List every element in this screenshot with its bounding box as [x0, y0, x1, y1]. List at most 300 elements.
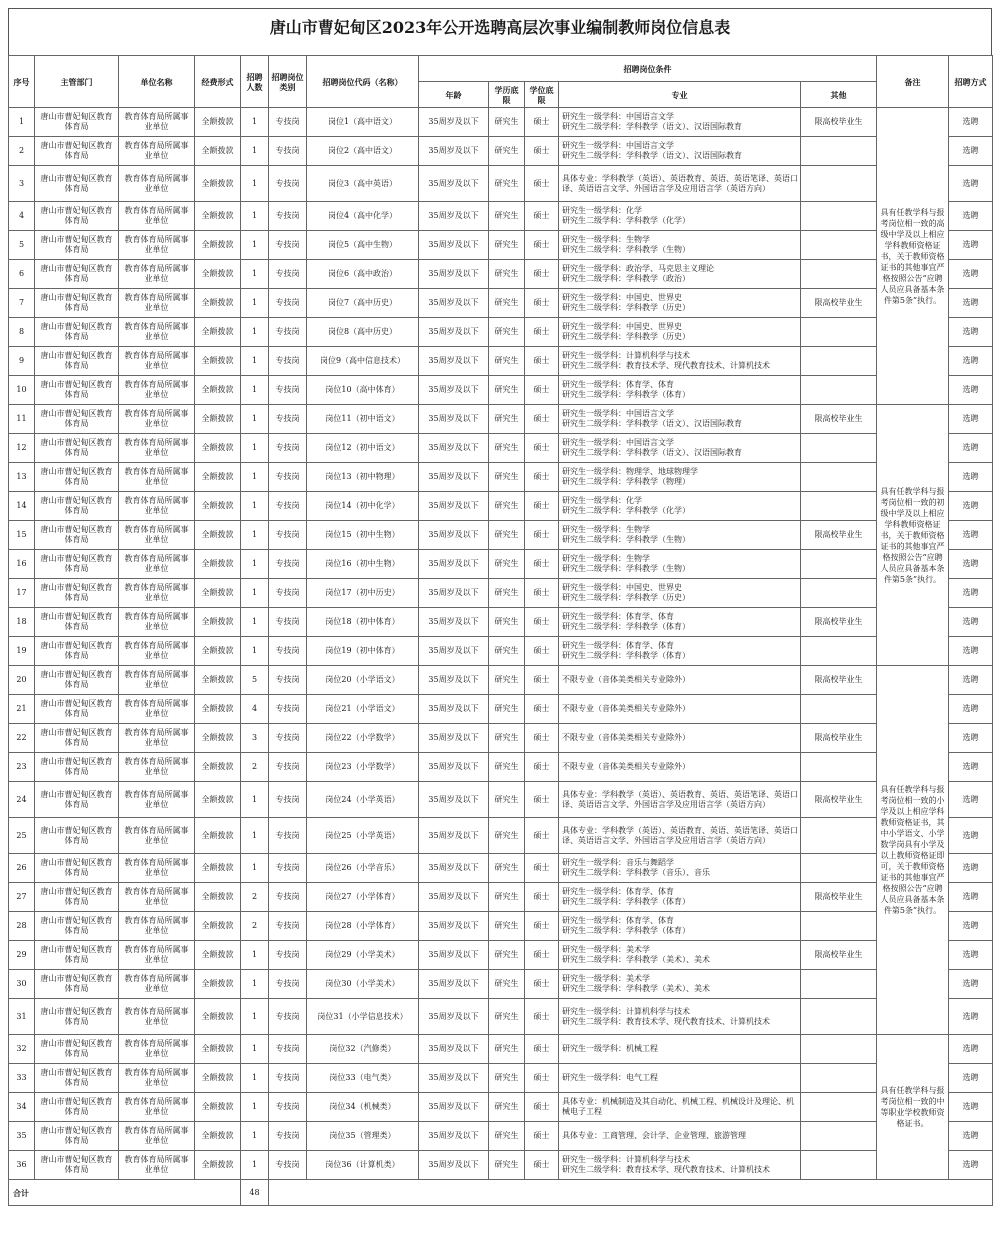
cell-funding: 全额拨款 [195, 166, 241, 202]
cell-funding: 全额拨款 [195, 108, 241, 137]
cell-unit: 教育体育局所属事业单位 [119, 854, 195, 883]
table-row [9, 724, 993, 753]
cell-major: 具体专业：学科教学（英语）、英语教育、英语、英语笔译、英语口译、英语语言文学、外国语言学及应用语言学（英语方向） [559, 166, 801, 202]
cell-method: 选聘 [949, 434, 993, 463]
positions-table [8, 55, 993, 1206]
cell-unit: 教育体育局所属事业单位 [119, 289, 195, 318]
cell-method: 选聘 [949, 463, 993, 492]
cell-funding: 全额拨款 [195, 579, 241, 608]
cell-type: 专技岗 [269, 1122, 307, 1151]
cell-count: 1 [241, 231, 269, 260]
cell-major: 不限专业（音体美类相关专业除外） [559, 724, 801, 753]
cell-degree: 硕士 [525, 521, 559, 550]
cell-age: 35周岁及以下 [419, 782, 489, 818]
cell-edu: 研究生 [489, 1122, 525, 1151]
cell-remark: 具有任教学科与报考岗位相一致的高级中学及以上相应学科教师资格证书，关于教师资格证书的其他事宜严格按照公告“应聘人员应具备基本条件第5条”执行。 [877, 108, 949, 405]
cell-age: 35周岁及以下 [419, 666, 489, 695]
cell-major: 研究生一级学科：机械工程 [559, 1035, 801, 1064]
cell-age: 35周岁及以下 [419, 753, 489, 782]
cell-degree: 硕士 [525, 1122, 559, 1151]
header-method: 招聘方式 [949, 56, 993, 108]
cell-code: 岗位33（电气类） [307, 1064, 419, 1093]
cell-dept: 唐山市曹妃甸区教育体育局 [35, 579, 119, 608]
cell-code: 岗位5（高中生物） [307, 231, 419, 260]
cell-other [801, 999, 877, 1035]
cell-seq: 24 [9, 782, 35, 818]
cell-dept: 唐山市曹妃甸区教育体育局 [35, 724, 119, 753]
header-funding: 经费形式 [195, 56, 241, 108]
cell-other: 限高校毕业生 [801, 289, 877, 318]
cell-count: 1 [241, 260, 269, 289]
cell-type: 专技岗 [269, 854, 307, 883]
cell-dept: 唐山市曹妃甸区教育体育局 [35, 818, 119, 854]
cell-code: 岗位18（初中体育） [307, 608, 419, 637]
cell-major: 具体专业：学科教学（英语）、英语教育、英语、英语笔译、英语口译、英语语言文学、外国语言学及应用语言学（英语方向） [559, 782, 801, 818]
header-age: 年龄 [419, 82, 489, 108]
cell-type: 专技岗 [269, 782, 307, 818]
table-row [9, 434, 993, 463]
cell-type: 专技岗 [269, 318, 307, 347]
cell-dept: 唐山市曹妃甸区教育体育局 [35, 782, 119, 818]
total-label: 合计 [9, 1180, 241, 1206]
cell-funding: 全额拨款 [195, 941, 241, 970]
cell-unit: 教育体育局所属事业单位 [119, 376, 195, 405]
cell-remark: 具有任教学科与报考岗位相一致的中等职业学校教师资格证书。 [877, 1035, 949, 1180]
cell-dept: 唐山市曹妃甸区教育体育局 [35, 912, 119, 941]
cell-major: 研究生一级学科：中国史、世界史 研究生二级学科：学科教学（历史） [559, 289, 801, 318]
cell-code: 岗位27（小学体育） [307, 883, 419, 912]
cell-edu: 研究生 [489, 289, 525, 318]
cell-other: 限高校毕业生 [801, 666, 877, 695]
cell-count: 1 [241, 202, 269, 231]
cell-unit: 教育体育局所属事业单位 [119, 1035, 195, 1064]
cell-age: 35周岁及以下 [419, 941, 489, 970]
cell-seq: 4 [9, 202, 35, 231]
cell-degree: 硕士 [525, 818, 559, 854]
cell-seq: 29 [9, 941, 35, 970]
cell-count: 1 [241, 289, 269, 318]
cell-degree: 硕士 [525, 782, 559, 818]
cell-edu: 研究生 [489, 883, 525, 912]
cell-seq: 7 [9, 289, 35, 318]
cell-unit: 教育体育局所属事业单位 [119, 1122, 195, 1151]
table-row [9, 818, 993, 854]
cell-major: 研究生一级学科：体育学、体育 研究生二级学科：学科教学（体育） [559, 637, 801, 666]
cell-method: 选聘 [949, 1151, 993, 1180]
cell-other [801, 695, 877, 724]
table-row [9, 1151, 993, 1180]
header-code: 招聘岗位代码（名称） [307, 56, 419, 108]
cell-type: 专技岗 [269, 912, 307, 941]
cell-method: 选聘 [949, 231, 993, 260]
cell-other [801, 753, 877, 782]
cell-dept: 唐山市曹妃甸区教育体育局 [35, 695, 119, 724]
cell-age: 35周岁及以下 [419, 289, 489, 318]
cell-type: 专技岗 [269, 666, 307, 695]
cell-seq: 16 [9, 550, 35, 579]
cell-type: 专技岗 [269, 637, 307, 666]
cell-age: 35周岁及以下 [419, 550, 489, 579]
cell-code: 岗位35（管理类） [307, 1122, 419, 1151]
cell-edu: 研究生 [489, 1064, 525, 1093]
cell-dept: 唐山市曹妃甸区教育体育局 [35, 108, 119, 137]
cell-seq: 17 [9, 579, 35, 608]
cell-type: 专技岗 [269, 1151, 307, 1180]
cell-count: 1 [241, 579, 269, 608]
cell-method: 选聘 [949, 666, 993, 695]
cell-edu: 研究生 [489, 782, 525, 818]
cell-funding: 全额拨款 [195, 1122, 241, 1151]
table-row [9, 1122, 993, 1151]
table-row [9, 854, 993, 883]
cell-dept: 唐山市曹妃甸区教育体育局 [35, 637, 119, 666]
cell-age: 35周岁及以下 [419, 318, 489, 347]
cell-other [801, 202, 877, 231]
cell-dept: 唐山市曹妃甸区教育体育局 [35, 970, 119, 999]
cell-code: 岗位8（高中历史） [307, 318, 419, 347]
table-row [9, 318, 993, 347]
cell-other: 限高校毕业生 [801, 941, 877, 970]
cell-method: 选聘 [949, 782, 993, 818]
cell-unit: 教育体育局所属事业单位 [119, 695, 195, 724]
cell-funding: 全额拨款 [195, 1093, 241, 1122]
cell-degree: 硕士 [525, 854, 559, 883]
cell-seq: 12 [9, 434, 35, 463]
cell-age: 35周岁及以下 [419, 202, 489, 231]
cell-method: 选聘 [949, 1093, 993, 1122]
cell-age: 35周岁及以下 [419, 695, 489, 724]
cell-other [801, 166, 877, 202]
cell-funding: 全额拨款 [195, 405, 241, 434]
table-footer [9, 1180, 993, 1206]
cell-code: 岗位24（小学英语） [307, 782, 419, 818]
cell-code: 岗位31（小学信息技术） [307, 999, 419, 1035]
cell-type: 专技岗 [269, 753, 307, 782]
cell-age: 35周岁及以下 [419, 347, 489, 376]
cell-age: 35周岁及以下 [419, 608, 489, 637]
cell-dept: 唐山市曹妃甸区教育体育局 [35, 1064, 119, 1093]
table-row [9, 941, 993, 970]
cell-seq: 23 [9, 753, 35, 782]
cell-dept: 唐山市曹妃甸区教育体育局 [35, 260, 119, 289]
cell-unit: 教育体育局所属事业单位 [119, 637, 195, 666]
cell-type: 专技岗 [269, 492, 307, 521]
cell-code: 岗位14（初中化学） [307, 492, 419, 521]
header-degree: 学位底限 [525, 82, 559, 108]
cell-method: 选聘 [949, 637, 993, 666]
cell-edu: 研究生 [489, 695, 525, 724]
cell-count: 1 [241, 376, 269, 405]
cell-other: 限高校毕业生 [801, 724, 877, 753]
cell-count: 1 [241, 108, 269, 137]
cell-count: 1 [241, 1064, 269, 1093]
cell-method: 选聘 [949, 405, 993, 434]
cell-code: 岗位23（小学数学） [307, 753, 419, 782]
cell-method: 选聘 [949, 166, 993, 202]
cell-method: 选聘 [949, 818, 993, 854]
cell-method: 选聘 [949, 1035, 993, 1064]
cell-code: 岗位7（高中历史） [307, 289, 419, 318]
table-row [9, 1035, 993, 1064]
cell-other [801, 579, 877, 608]
cell-funding: 全额拨款 [195, 818, 241, 854]
cell-major: 研究生一级学科：生物学 研究生二级学科：学科教学（生物） [559, 231, 801, 260]
cell-funding: 全额拨款 [195, 1064, 241, 1093]
cell-degree: 硕士 [525, 492, 559, 521]
cell-age: 35周岁及以下 [419, 1035, 489, 1064]
cell-major: 研究生一级学科：化学 研究生二级学科：学科教学（化学） [559, 202, 801, 231]
cell-code: 岗位15（初中生物） [307, 521, 419, 550]
cell-funding: 全额拨款 [195, 666, 241, 695]
cell-degree: 硕士 [525, 1093, 559, 1122]
cell-edu: 研究生 [489, 492, 525, 521]
header-type: 招聘岗位类别 [269, 56, 307, 108]
cell-edu: 研究生 [489, 376, 525, 405]
cell-seq: 25 [9, 818, 35, 854]
cell-other [801, 1064, 877, 1093]
cell-unit: 教育体育局所属事业单位 [119, 231, 195, 260]
cell-funding: 全额拨款 [195, 521, 241, 550]
cell-count: 2 [241, 883, 269, 912]
cell-other [801, 970, 877, 999]
cell-count: 1 [241, 608, 269, 637]
table-row [9, 666, 993, 695]
cell-type: 专技岗 [269, 289, 307, 318]
page-title: 唐山市曹妃甸区2023年公开选聘高层次事业编制教师岗位信息表 [8, 8, 992, 47]
cell-method: 选聘 [949, 492, 993, 521]
cell-type: 专技岗 [269, 231, 307, 260]
cell-edu: 研究生 [489, 108, 525, 137]
cell-degree: 硕士 [525, 695, 559, 724]
cell-other [801, 1151, 877, 1180]
header-unit: 单位名称 [119, 56, 195, 108]
cell-seq: 21 [9, 695, 35, 724]
cell-code: 岗位25（小学英语） [307, 818, 419, 854]
cell-degree: 硕士 [525, 941, 559, 970]
table-row [9, 260, 993, 289]
cell-major: 研究生一级学科：化学 研究生二级学科：学科教学（化学） [559, 492, 801, 521]
cell-unit: 教育体育局所属事业单位 [119, 579, 195, 608]
cell-method: 选聘 [949, 318, 993, 347]
cell-funding: 全额拨款 [195, 260, 241, 289]
cell-method: 选聘 [949, 260, 993, 289]
cell-seq: 31 [9, 999, 35, 1035]
cell-unit: 教育体育局所属事业单位 [119, 666, 195, 695]
cell-other [801, 818, 877, 854]
cell-funding: 全额拨款 [195, 492, 241, 521]
cell-age: 35周岁及以下 [419, 231, 489, 260]
cell-code: 岗位9（高中信息技术） [307, 347, 419, 376]
cell-age: 35周岁及以下 [419, 1151, 489, 1180]
cell-count: 1 [241, 1122, 269, 1151]
cell-funding: 全额拨款 [195, 289, 241, 318]
cell-other [801, 637, 877, 666]
cell-age: 35周岁及以下 [419, 1122, 489, 1151]
cell-funding: 全额拨款 [195, 782, 241, 818]
cell-age: 35周岁及以下 [419, 818, 489, 854]
cell-seq: 15 [9, 521, 35, 550]
cell-seq: 32 [9, 1035, 35, 1064]
cell-unit: 教育体育局所属事业单位 [119, 260, 195, 289]
cell-dept: 唐山市曹妃甸区教育体育局 [35, 202, 119, 231]
cell-dept: 唐山市曹妃甸区教育体育局 [35, 666, 119, 695]
cell-method: 选聘 [949, 608, 993, 637]
header-dept: 主管部门 [35, 56, 119, 108]
cell-seq: 6 [9, 260, 35, 289]
cell-type: 专技岗 [269, 166, 307, 202]
cell-edu: 研究生 [489, 912, 525, 941]
cell-funding: 全额拨款 [195, 463, 241, 492]
cell-method: 选聘 [949, 521, 993, 550]
cell-code: 岗位30（小学美术） [307, 970, 419, 999]
cell-count: 1 [241, 405, 269, 434]
cell-edu: 研究生 [489, 202, 525, 231]
cell-type: 专技岗 [269, 434, 307, 463]
cell-type: 专技岗 [269, 579, 307, 608]
cell-edu: 研究生 [489, 1035, 525, 1064]
cell-dept: 唐山市曹妃甸区教育体育局 [35, 231, 119, 260]
table-row [9, 912, 993, 941]
cell-other: 限高校毕业生 [801, 608, 877, 637]
cell-seq: 14 [9, 492, 35, 521]
cell-age: 35周岁及以下 [419, 579, 489, 608]
cell-dept: 唐山市曹妃甸区教育体育局 [35, 463, 119, 492]
cell-funding: 全额拨款 [195, 883, 241, 912]
cell-edu: 研究生 [489, 166, 525, 202]
cell-edu: 研究生 [489, 405, 525, 434]
cell-dept: 唐山市曹妃甸区教育体育局 [35, 1035, 119, 1064]
table-row [9, 608, 993, 637]
cell-edu: 研究生 [489, 521, 525, 550]
cell-type: 专技岗 [269, 260, 307, 289]
cell-funding: 全额拨款 [195, 550, 241, 579]
cell-count: 4 [241, 695, 269, 724]
cell-type: 专技岗 [269, 137, 307, 166]
cell-unit: 教育体育局所属事业单位 [119, 724, 195, 753]
cell-age: 35周岁及以下 [419, 137, 489, 166]
cell-funding: 全额拨款 [195, 202, 241, 231]
cell-seq: 8 [9, 318, 35, 347]
cell-major: 具体专业：学科教学（英语）、英语教育、英语、英语笔译、英语口译、英语语言文学、外国语言学及应用语言学（英语方向） [559, 818, 801, 854]
cell-dept: 唐山市曹妃甸区教育体育局 [35, 1093, 119, 1122]
cell-dept: 唐山市曹妃甸区教育体育局 [35, 318, 119, 347]
cell-unit: 教育体育局所属事业单位 [119, 166, 195, 202]
cell-degree: 硕士 [525, 883, 559, 912]
cell-count: 1 [241, 550, 269, 579]
cell-funding: 全额拨款 [195, 1151, 241, 1180]
cell-seq: 5 [9, 231, 35, 260]
cell-major: 不限专业（音体美类相关专业除外） [559, 753, 801, 782]
cell-edu: 研究生 [489, 463, 525, 492]
cell-degree: 硕士 [525, 550, 559, 579]
cell-count: 1 [241, 492, 269, 521]
cell-unit: 教育体育局所属事业单位 [119, 753, 195, 782]
table-row [9, 137, 993, 166]
table-header [9, 56, 993, 108]
cell-code: 岗位21（小学语文） [307, 695, 419, 724]
cell-edu: 研究生 [489, 137, 525, 166]
cell-other [801, 318, 877, 347]
total-blank [269, 1180, 993, 1206]
cell-major: 研究生一级学科：计算机科学与技术 研究生二级学科：教育技术学、现代教育技术、计算机技术 [559, 1151, 801, 1180]
cell-major: 研究生一级学科：美术学 研究生二级学科：学科教学（美术）、美术 [559, 941, 801, 970]
cell-count: 1 [241, 521, 269, 550]
cell-code: 岗位36（计算机类） [307, 1151, 419, 1180]
cell-edu: 研究生 [489, 608, 525, 637]
cell-unit: 教育体育局所属事业单位 [119, 463, 195, 492]
cell-degree: 硕士 [525, 999, 559, 1035]
cell-unit: 教育体育局所属事业单位 [119, 521, 195, 550]
cell-method: 选聘 [949, 1064, 993, 1093]
cell-type: 专技岗 [269, 376, 307, 405]
cell-major: 研究生一级学科：美术学 研究生二级学科：学科教学（美术）、美术 [559, 970, 801, 999]
table-row [9, 1064, 993, 1093]
cell-code: 岗位13（初中物理） [307, 463, 419, 492]
cell-count: 1 [241, 818, 269, 854]
cell-edu: 研究生 [489, 818, 525, 854]
cell-code: 岗位1（高中语文） [307, 108, 419, 137]
cell-degree: 硕士 [525, 108, 559, 137]
cell-edu: 研究生 [489, 260, 525, 289]
cell-other [801, 1035, 877, 1064]
cell-degree: 硕士 [525, 912, 559, 941]
cell-type: 专技岗 [269, 405, 307, 434]
cell-unit: 教育体育局所属事业单位 [119, 818, 195, 854]
cell-seq: 19 [9, 637, 35, 666]
table-row [9, 1093, 993, 1122]
cell-seq: 33 [9, 1064, 35, 1093]
cell-count: 1 [241, 782, 269, 818]
cell-method: 选聘 [949, 550, 993, 579]
cell-dept: 唐山市曹妃甸区教育体育局 [35, 166, 119, 202]
cell-method: 选聘 [949, 202, 993, 231]
cell-dept: 唐山市曹妃甸区教育体育局 [35, 883, 119, 912]
cell-dept: 唐山市曹妃甸区教育体育局 [35, 405, 119, 434]
cell-type: 专技岗 [269, 108, 307, 137]
cell-dept: 唐山市曹妃甸区教育体育局 [35, 854, 119, 883]
cell-seq: 22 [9, 724, 35, 753]
cell-major: 研究生一级学科：生物学 研究生二级学科：学科教学（生物） [559, 521, 801, 550]
cell-seq: 30 [9, 970, 35, 999]
table-row [9, 999, 993, 1035]
cell-funding: 全额拨款 [195, 137, 241, 166]
cell-code: 岗位6（高中政治） [307, 260, 419, 289]
cell-degree: 硕士 [525, 376, 559, 405]
table-body [9, 108, 993, 1180]
cell-age: 35周岁及以下 [419, 637, 489, 666]
cell-edu: 研究生 [489, 434, 525, 463]
table-row [9, 550, 993, 579]
cell-code: 岗位12（初中语文） [307, 434, 419, 463]
cell-major: 研究生一级学科：体育学、体育 研究生二级学科：学科教学（体育） [559, 912, 801, 941]
cell-edu: 研究生 [489, 999, 525, 1035]
cell-dept: 唐山市曹妃甸区教育体育局 [35, 608, 119, 637]
cell-degree: 硕士 [525, 202, 559, 231]
cell-degree: 硕士 [525, 463, 559, 492]
cell-code: 岗位4（高中化学） [307, 202, 419, 231]
table-row [9, 405, 993, 434]
cell-major: 研究生一级学科：体育学、体育 研究生二级学科：学科教学（体育） [559, 883, 801, 912]
table-row [9, 579, 993, 608]
cell-degree: 硕士 [525, 1064, 559, 1093]
cell-count: 1 [241, 1093, 269, 1122]
cell-dept: 唐山市曹妃甸区教育体育局 [35, 434, 119, 463]
cell-edu: 研究生 [489, 941, 525, 970]
cell-count: 1 [241, 318, 269, 347]
cell-age: 35周岁及以下 [419, 724, 489, 753]
cell-seq: 35 [9, 1122, 35, 1151]
cell-code: 岗位28（小学体育） [307, 912, 419, 941]
